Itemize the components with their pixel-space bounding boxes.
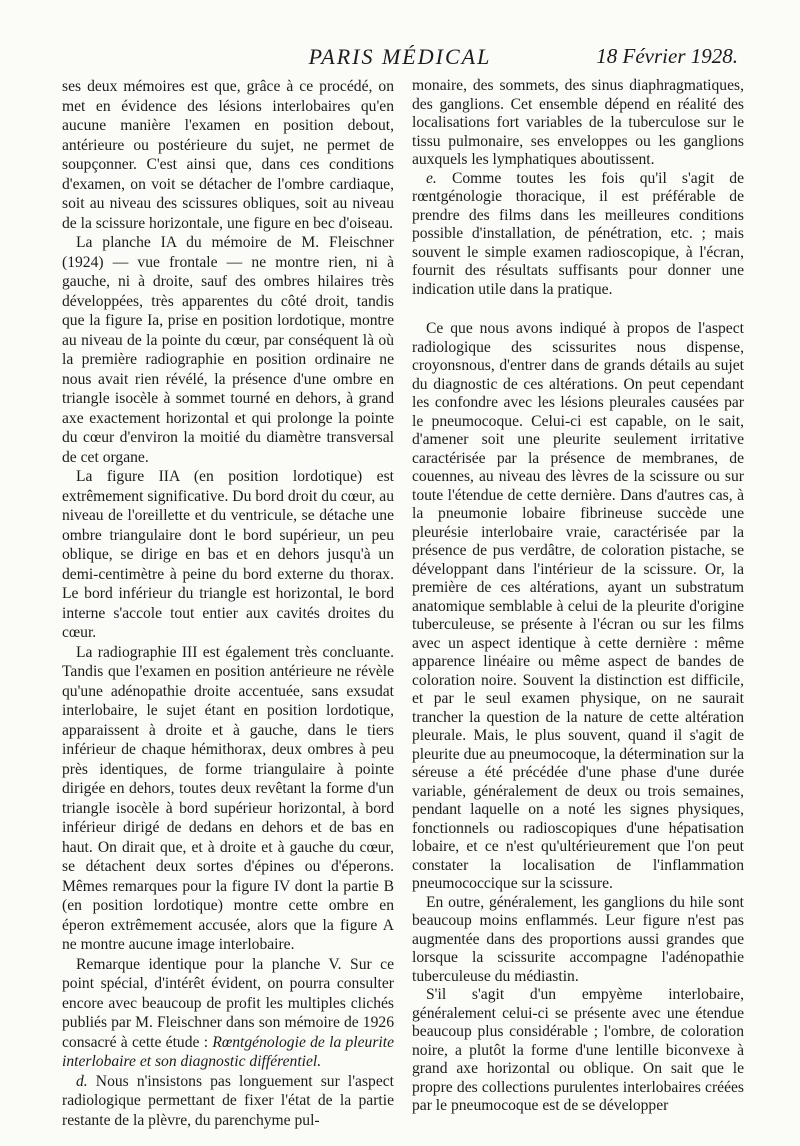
left-paragraph-6-text: Nous n'insistons pas longuement sur l'aspect radiologique permettant de fixer l'état de la partie restante de la plèvre, du parenchyme pul- (62, 1072, 394, 1129)
section-letter-e: e. (426, 169, 437, 187)
right-paragraph-4: En outre, généralement, les ganglions du hile sont beaucoup moins enflammés. Leur figure n'est pas augmentée dans des proportions aussi grandes que lorsque la scissurite accompagne l'adénopathie tuberculeuse du médiastin. (412, 893, 744, 985)
left-paragraph-3: La figure IIA (en position lordotique) est extrêmement significative. Du bord droit du cœur, au niveau de l'oreillette et du ventricule, se détache une ombre triangulaire dont le bord supérieur, un peu oblique, se dirige en bas et en dehors jusqu'à un demi-centimètre à peine du bord externe du thorax. Le bord inférieur du triangle est horizontal, le bord interne s'accole tout entier aux cavités droites du cœur. (62, 468, 394, 641)
cited-work-title: Rœntgénologie de la pleurite interlobaire et son diagnostic différentiel. (62, 1033, 395, 1070)
left-paragraph-5-text: Remarque identique pour la planche V. Sur ce point spécial, d'intérêt évident, on pourra consulter encore avec beaucoup de profit les multiples clichés publiés par M. Fleischner dans son mémoire de 1926 consacré à cette étude : (62, 955, 394, 1051)
right-paragraph-5: S'il s'agit d'un empyème interlobaire, généralement celui-ci se présente avec une étendue beaucoup plus considérable ; l'ombre, de coloration noire, a plutôt la forme d'une lentille biconvexe à grand axe horizontal ou oblique. On sait que le propre des collections purulentes interlobaires créées par le pneumocoque est de se développer (412, 986, 744, 1114)
right-paragraph-2-text: Comme toutes les fois qu'il s'agit de rœntgénologie thoracique, il est préférable de prendre des films dans les meilleures conditions possible d'installation, de pénétration, etc. ; mais souvent le simple examen radioscopique, à l'écran, fournit des résultats suffisants pour donner une indication utile dans la pratique. (412, 169, 744, 298)
section-letter-d: d. (76, 1072, 88, 1090)
left-paragraph-2: La planche IA du mémoire de M. Fleischner (1924) — vue frontale — ne montre rien, ni à gauche, ni à droite, sauf des ombres hilaires très développées, très apparentes du côté droit, tandis que la figure Ia, prise en position lordotique, montre au niveau de la pointe du cœur, par conséquent là où la première radiographie en position ordinaire ne nous avait rien révélé, la présence d'une ombre en triangle isocèle à sommet tourné en dehors, à grand axe exactement horizontal et qui prolonge la pointe du cœur d'environ la moitié du diamètre transversal de cet organe. (62, 234, 394, 466)
left-paragraph-1: ses deux mémoires est que, grâce à ce procédé, on met en évidence des lésions interlobaires qu'en aucune manière l'examen en position debout, antérieure ou postérieure du sujet, ne permet de soupçonner. C'est ainsi que, dans ces conditions d'examen, on voit se détacher de l'ombre cardiaque, soit au niveau des scissures obliques, soit au niveau de la scissure horizontale, une figure en bec d'oiseau. (62, 78, 394, 232)
right-paragraph-1: monaire, des sommets, des sinus diaphragmatiques, des ganglions. Cet ensemble dépend en réalité des localisations fort variables de la tuberculose sur le tissu pulmonaire, ses enveloppes ou les ganglions auxquels les lymphatiques aboutissent. (412, 77, 744, 168)
journal-title: PARIS MÉDICAL (308, 44, 492, 69)
right-column (412, 77, 744, 1116)
right-paragraph-3: Ce que nous avons indiqué à propos de l'aspect radiologique des scissurites nous dispense, croyonsnous, d'entrer dans de grands détails au sujet du diagnostic de ces altérations. On peut cependant les confondre avec les lésions pleurales causées par le pneumocoque. Celui-ci est capable, on le sait, d'amener soit une pleurite seulement irritative caractérisée par la présence de membranes, de couennes, au niveau des lèvres de la scissure ou sur toute l'étendue de cette dernière. Dans d'autres cas, à la pneumonie lobaire fibrineuse succède une pleurésie interlobaire vraie, caractérisée par la présence de pus verdâtre, de coloration pistache, se développant dans l'intérieur de la scissure. Or, la première de ces altérations, ayant un substratum anatomique semblable à celui de la pleurite d'origine tuberculeuse, se présente à l'écran ou sur les films avec un aspect identique à cette dernière : même apparence linéaire ou même aspect de bandes de coloration noire. Souvent la distinction est difficile, et par le seul examen physique, on ne saurait trancher la question de la nature de cette altération pleurale. Mais, le plus souvent, quand il s'agit de pleurite due au pneumocoque, la détermination sur la séreuse a été précédée d'une phase d'une durée variable, généralement de deux ou trois semaines, pendant laquelle on a noté les signes physiques, fonctionnels ou radioscopiques d'une hépatisation lobaire, et ce n'est qu'ultérieurement que l'on peut constater la localisation de l'inflammation pneumococcique sur la scissure. (412, 320, 744, 892)
issue-date: 18 Février 1928. (596, 44, 738, 68)
left-paragraph-6 (62, 1072, 394, 1131)
page-header (0, 44, 800, 78)
left-paragraph-5 (62, 955, 394, 1072)
left-paragraph-4: La radiographie III est également très concluante. Tandis que l'examen en position antérieure ne révèle qu'une adénopathie droite accentuée, sans exsudat interlobaire, le sujet étant en position lordotique, apparaissent à droite et à gauche, dans le tiers inférieur de chaque hémithorax, deux ombres à peu près identiques, de forme triangulaire à pointe dirigée en dehors, toutes deux revêtant la forme d'un triangle isocèle à bord supérieur horizontal, à bord inférieur dirigé de dedans en dehors et de bas en haut. On dirait que, et à droite et à gauche du cœur, se détachent deux sortes d'épines ou d'éperons. Mêmes remarques pour la figure IV dont la partie B (en position lordotique) montre cette ombre en éperon extrêmement accusée, alors que la figure A ne montre aucune image interlobaire. (62, 643, 394, 953)
left-column (62, 77, 394, 1130)
right-paragraph-2 (412, 170, 744, 300)
